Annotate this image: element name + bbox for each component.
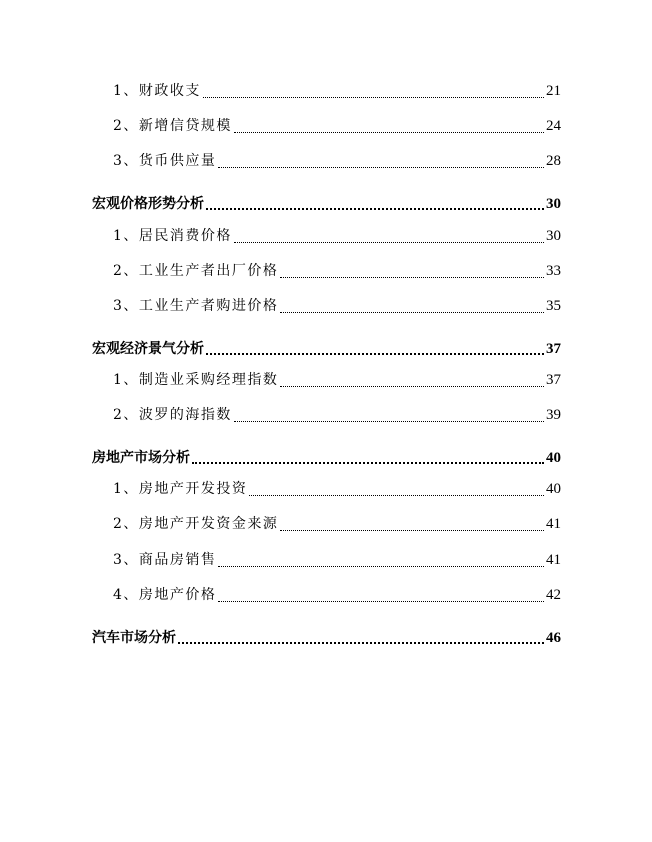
- toc-entry-producer-factory-price[interactable]: [113, 260, 561, 282]
- toc-entry-money-supply[interactable]: [113, 150, 561, 172]
- toc-section-page-number: 30: [546, 196, 561, 212]
- dot-leader: [280, 530, 544, 531]
- toc-entry-fiscal-revenue-expenditure[interactable]: [113, 80, 561, 102]
- dot-leader: [218, 167, 544, 168]
- dot-leader: [203, 97, 544, 98]
- toc-section-page-number: 46: [546, 630, 561, 646]
- dot-leader: [178, 642, 544, 644]
- toc-section-auto-market-analysis[interactable]: [92, 627, 561, 649]
- dot-leader: [280, 312, 544, 313]
- toc-section-macro-price-analysis[interactable]: [92, 193, 561, 215]
- toc-entry-commercial-housing-sales[interactable]: [113, 549, 561, 571]
- toc-entry-title: 2、新增信贷规模: [113, 118, 232, 134]
- toc-entry-baltic-index[interactable]: [113, 404, 561, 426]
- toc-section-page-number: 37: [546, 341, 561, 357]
- toc-entry-real-estate-investment[interactable]: [113, 478, 561, 500]
- toc-entry-title: 2、房地产开发资金来源: [113, 516, 279, 532]
- dot-leader: [249, 495, 544, 496]
- dot-leader: [234, 132, 544, 133]
- toc-entry-page-number: 40: [546, 481, 561, 497]
- toc-entry-page-number: 21: [546, 83, 561, 99]
- toc-entry-title: 1、居民消费价格: [113, 228, 232, 244]
- dot-leader: [218, 601, 544, 602]
- toc-section-title: 宏观经济景气分析: [92, 341, 204, 357]
- toc-entry-title: 3、工业生产者购进价格: [113, 298, 279, 314]
- dot-leader: [206, 208, 544, 210]
- toc-entry-page-number: 24: [546, 118, 561, 134]
- dot-leader: [192, 462, 544, 464]
- toc-entry-title: 1、房地产开发投资: [113, 481, 248, 497]
- toc-entry-title: 4、房地产价格: [113, 587, 217, 603]
- toc-section-page-number: 40: [546, 450, 561, 466]
- toc-entry-page-number: 41: [546, 552, 561, 568]
- toc-entry-page-number: 35: [546, 298, 561, 314]
- toc-entry-page-number: 30: [546, 228, 561, 244]
- toc-entry-page-number: 42: [546, 587, 561, 603]
- dot-leader: [280, 277, 544, 278]
- toc-entry-title: 2、波罗的海指数: [113, 407, 232, 423]
- toc-entry-title: 3、商品房销售: [113, 552, 217, 568]
- dot-leader: [280, 386, 544, 387]
- toc-entry-real-estate-funding-sources[interactable]: [113, 513, 561, 535]
- dot-leader: [234, 421, 544, 422]
- toc-entry-title: 1、财政收支: [113, 83, 201, 99]
- toc-entry-real-estate-prices[interactable]: [113, 584, 561, 606]
- toc-entry-page-number: 39: [546, 407, 561, 423]
- toc-entry-page-number: 41: [546, 516, 561, 532]
- toc-section-real-estate-analysis[interactable]: [92, 447, 561, 469]
- toc-entry-title: 2、工业生产者出厂价格: [113, 263, 279, 279]
- toc-section-title: 汽车市场分析: [92, 630, 176, 646]
- toc-entry-producer-purchase-price[interactable]: [113, 295, 561, 317]
- toc-entry-new-credit-scale[interactable]: [113, 115, 561, 137]
- toc-entry-title: 1、制造业采购经理指数: [113, 372, 279, 388]
- toc-entry-consumer-price[interactable]: [113, 225, 561, 247]
- toc-entry-page-number: 33: [546, 263, 561, 279]
- dot-leader: [206, 353, 544, 355]
- toc-section-title: 房地产市场分析: [92, 450, 190, 466]
- toc-entry-page-number: 37: [546, 372, 561, 388]
- dot-leader: [234, 242, 544, 243]
- dot-leader: [218, 566, 544, 567]
- toc-entry-title: 3、货币供应量: [113, 153, 217, 169]
- toc-entry-page-number: 28: [546, 153, 561, 169]
- toc-entry-manufacturing-pmi[interactable]: [113, 369, 561, 391]
- toc-section-title: 宏观价格形势分析: [92, 196, 204, 212]
- toc-section-macro-sentiment-analysis[interactable]: [92, 338, 561, 360]
